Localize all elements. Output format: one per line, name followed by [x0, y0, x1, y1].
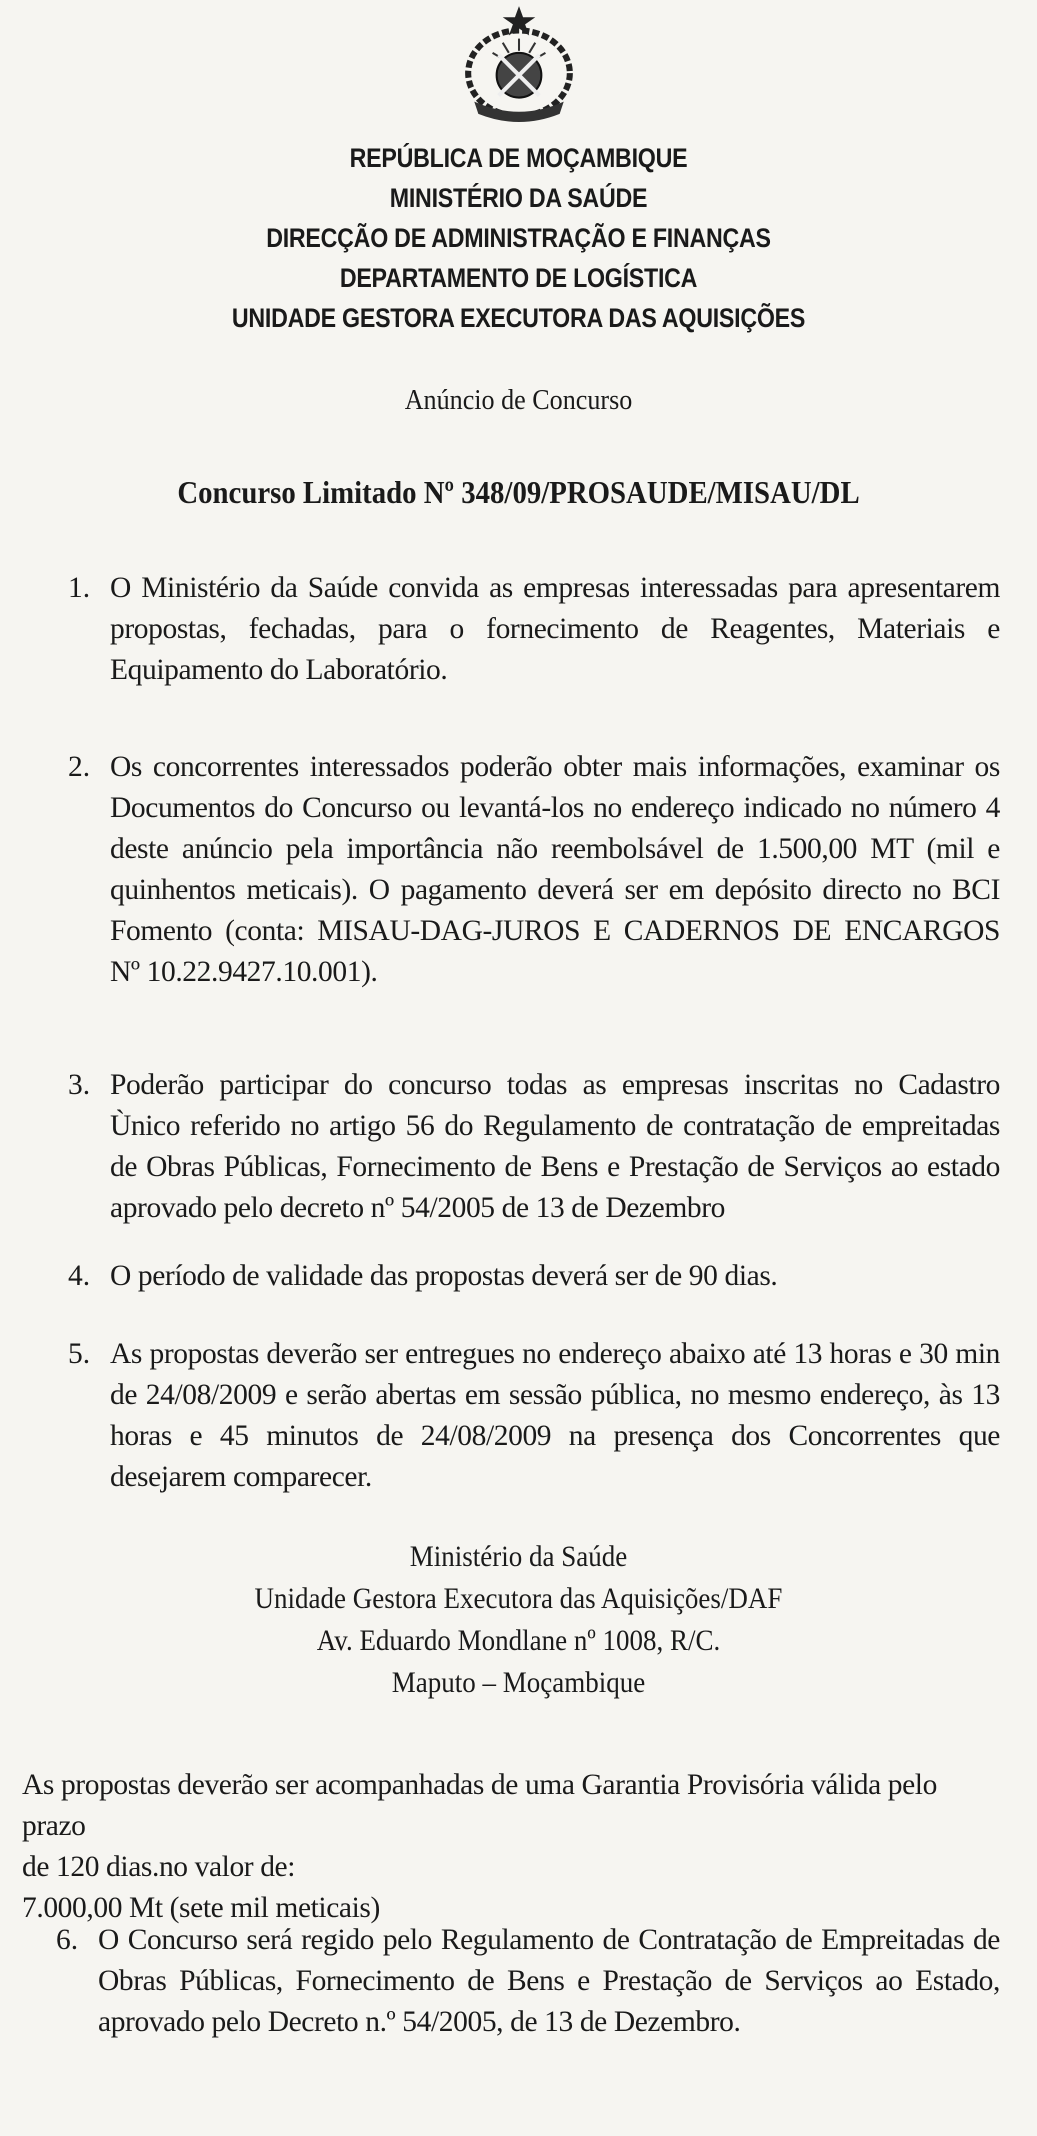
header-line-republic: REPÚBLICA DE MOÇAMBIQUE — [349, 143, 688, 173]
address-line: Av. Eduardo Mondlane nº 1008, R/C. — [316, 1624, 721, 1657]
item-text: O período de validade das propostas deverá ser de 90 dias. — [110, 1260, 778, 1292]
header-line-directorate: DIRECÇÃO DE ADMINISTRAÇÃO E FINANÇAS — [266, 223, 771, 253]
header-line-ministry: MINISTÉRIO DA SAÚDE — [389, 183, 648, 213]
guarantee-paragraph — [22, 1765, 1002, 1929]
guarantee-line: As propostas deverão ser acompanhadas de uma Garantia Provisória válida pelo prazo — [22, 1769, 937, 1842]
item-number: 1. — [68, 572, 91, 604]
address-line: Unidade Gestora Executora das Aquisições/DAF — [254, 1582, 783, 1615]
item-number: 3. — [68, 1069, 91, 1101]
item-text: Os concorrentes interessados poderão obter mais informações, examinar os Documentos do Concurso ou levantá-los no endereço indicado no número 4 deste anúncio pela importância não reembolsável de 1.500,00 MT (mil e quinhentos meticais). O pagamento deverá ser em depósito directo no BCI Fomento (conta: MISAU-DAG-JUROS E CADERNOS DE ENCARGOS Nº 10.22.9427.10.001). — [110, 751, 1000, 988]
item-number: 2. — [68, 751, 91, 783]
address-line: Maputo – Moçambique — [391, 1666, 646, 1699]
item-number: 6. — [56, 1924, 79, 1956]
list-item — [56, 1920, 1000, 2043]
guarantee-amount: 7.000,00 Mt (sete mil meticais) — [22, 1892, 380, 1924]
address-line: Ministério da Saúde — [409, 1540, 628, 1573]
item-text: O Concurso será regido pelo Regulamento de Contratação de Empreitadas de Obras Públicas, Fornecimento de Bens e Prestação de Serviços ao Estado, aprovado pelo Decreto n.º 54/2005, de 13 de Dezembro. — [98, 1924, 1000, 2038]
item-text: O Ministério da Saúde convida as empresas interessadas para apresentarem propostas, fechadas, para o fornecimento de Reagentes, Materiais e Equipamento do Laboratório. — [110, 572, 1000, 686]
guarantee-line: de 120 dias.no valor de: — [22, 1851, 296, 1883]
header-line-unit: UNIDADE GESTORA EXECUTORA DAS AQUISIÇÕES — [231, 303, 806, 333]
announcement-title: Anúncio de Concurso — [404, 384, 633, 416]
header-line-department: DEPARTAMENTO DE LOGÍSTICA — [339, 263, 698, 293]
institution-header — [0, 138, 1037, 338]
tender-reference: Concurso Limitado Nº 348/09/PROSAUDE/MISAU/DL — [177, 474, 860, 510]
item-text: Poderão participar do concurso todas as empresas inscritas no Cadastro Ùnico referido no artigo 56 do Regulamento de contratação de empreitadas de Obras Públicas, Fornecimento de Bens e Prestação de Serviços ao estado aprovado pelo decreto nº 54/2005 de 13 de Dezembro — [110, 1069, 1000, 1224]
list-item — [68, 568, 1000, 691]
coat-of-arms-icon — [458, 2, 580, 124]
item-number: 4. — [68, 1260, 91, 1292]
submission-address — [0, 1536, 1037, 1704]
item-text: As propostas deverão ser entregues no endereço abaixo até 13 horas e 30 min de 24/08/2009 e serão abertas em sessão pública, no mesmo endereço, às 13 horas e 45 minutos de 24/08/2009 na presença dos Concorrentes que desejarem comparecer. — [110, 1338, 1000, 1493]
list-item — [68, 1256, 1000, 1297]
list-item — [68, 1334, 1000, 1498]
list-item — [68, 1065, 1000, 1229]
list-item — [68, 747, 1000, 993]
item-number: 5. — [68, 1338, 91, 1370]
